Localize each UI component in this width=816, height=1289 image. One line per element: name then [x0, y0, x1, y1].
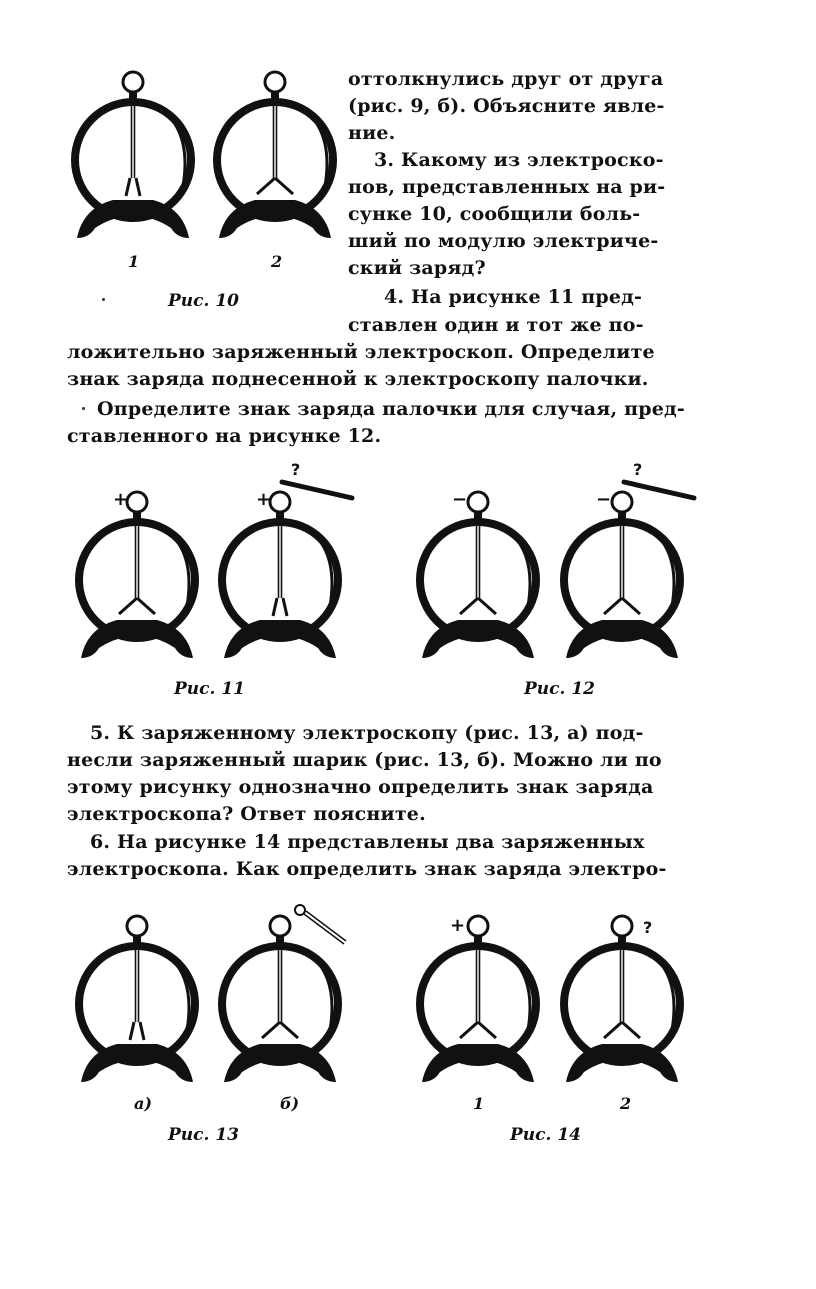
fig14-label-1: 1 — [473, 1094, 485, 1113]
text-line-19: 6. На рисунке 14 представлены два заряженных — [90, 831, 645, 853]
electroscope-body — [222, 916, 338, 1082]
text-line-15: 5. К заряженному электроскопу (рис. 13, а) под- — [90, 722, 644, 744]
text-line-8: ский заряд? — [348, 257, 486, 279]
text-line-17: этому рисунку однозначно определить знак заряда — [67, 776, 654, 798]
charged-rod — [624, 482, 694, 498]
electroscope-10-2 — [195, 68, 355, 258]
question-mark-14: ? — [643, 918, 653, 937]
speck — [102, 298, 105, 301]
text-line-18: электроскопа? Ответ поясните. — [67, 803, 426, 825]
electroscope-body — [564, 492, 680, 658]
fig12-caption: Рис. 12 — [524, 679, 595, 699]
fig10-label-2: 2 — [271, 252, 283, 271]
electroscope-13-b — [200, 912, 360, 1102]
fig14-label-2: 2 — [620, 1094, 632, 1113]
electroscope-body — [79, 492, 195, 658]
text-line-14: ставленного на рисунке 12. — [67, 425, 382, 447]
electroscope-body — [217, 72, 333, 238]
text-line-10: ставлен один и тот же по- — [348, 314, 644, 336]
electroscope-body — [420, 916, 536, 1082]
text-line-7: ший по модулю электриче- — [348, 230, 659, 252]
question-mark-11: ? — [291, 460, 301, 479]
electroscope-10-1 — [53, 68, 213, 258]
fig10-caption: Рис. 10 — [168, 291, 239, 311]
text-line-20: электроскопа. Как определить знак заряда электро- — [67, 858, 667, 880]
electroscope-body — [564, 916, 680, 1082]
charge-sign-12-2: − — [596, 489, 612, 510]
speck — [82, 407, 85, 410]
text-line-3: ние. — [348, 122, 396, 144]
charge-sign-11-2: + — [256, 489, 272, 510]
fig13-caption: Рис. 13 — [168, 1125, 239, 1145]
electroscope-11-1 — [57, 488, 217, 678]
electroscope-body — [222, 492, 338, 658]
charge-sign-12-1: − — [452, 489, 468, 510]
fig11-caption: Рис. 11 — [174, 679, 245, 699]
text-line-12: знак заряда поднесенной к электроскопу палочки. — [67, 368, 649, 390]
charge-sign-14-1: + — [450, 915, 466, 936]
text-line-1: оттолкнулись друг от друга — [348, 68, 664, 90]
fig13-label-b: б) — [280, 1094, 300, 1113]
fig13-label-a: а) — [134, 1094, 152, 1113]
charge-sign-11-1: + — [113, 489, 129, 510]
electroscope-12-2 — [542, 488, 702, 678]
electroscope-11-2 — [200, 488, 360, 678]
charged-ball — [295, 905, 346, 944]
question-mark-12: ? — [633, 460, 643, 479]
electroscope-12-1 — [398, 488, 558, 678]
charged-rod — [282, 482, 352, 498]
electroscope-body — [79, 916, 195, 1082]
text-line-2: (рис. 9, б). Объясните явле- — [348, 95, 665, 117]
electroscope-13-a — [57, 912, 217, 1102]
text-line-9: 4. На рисунке 11 пред- — [384, 286, 643, 308]
text-line-6: сунке 10, сообщили боль- — [348, 203, 641, 225]
electroscope-14-2 — [542, 912, 702, 1102]
text-line-4: 3. Какому из электроско- — [374, 149, 664, 171]
text-line-11: ложительно заряженный электроскоп. Определите — [67, 341, 655, 363]
fig14-caption: Рис. 14 — [510, 1125, 581, 1145]
electroscope-body — [420, 492, 536, 658]
electroscope-body — [75, 72, 191, 238]
electroscope-14-1 — [398, 912, 558, 1102]
text-line-13: Определите знак заряда палочки для случая, пред- — [97, 398, 685, 420]
fig10-label-1: 1 — [128, 252, 140, 271]
text-line-5: пов, представленных на ри- — [348, 176, 666, 198]
text-line-16: несли заряженный шарик (рис. 13, б). Можно ли по — [67, 749, 662, 771]
